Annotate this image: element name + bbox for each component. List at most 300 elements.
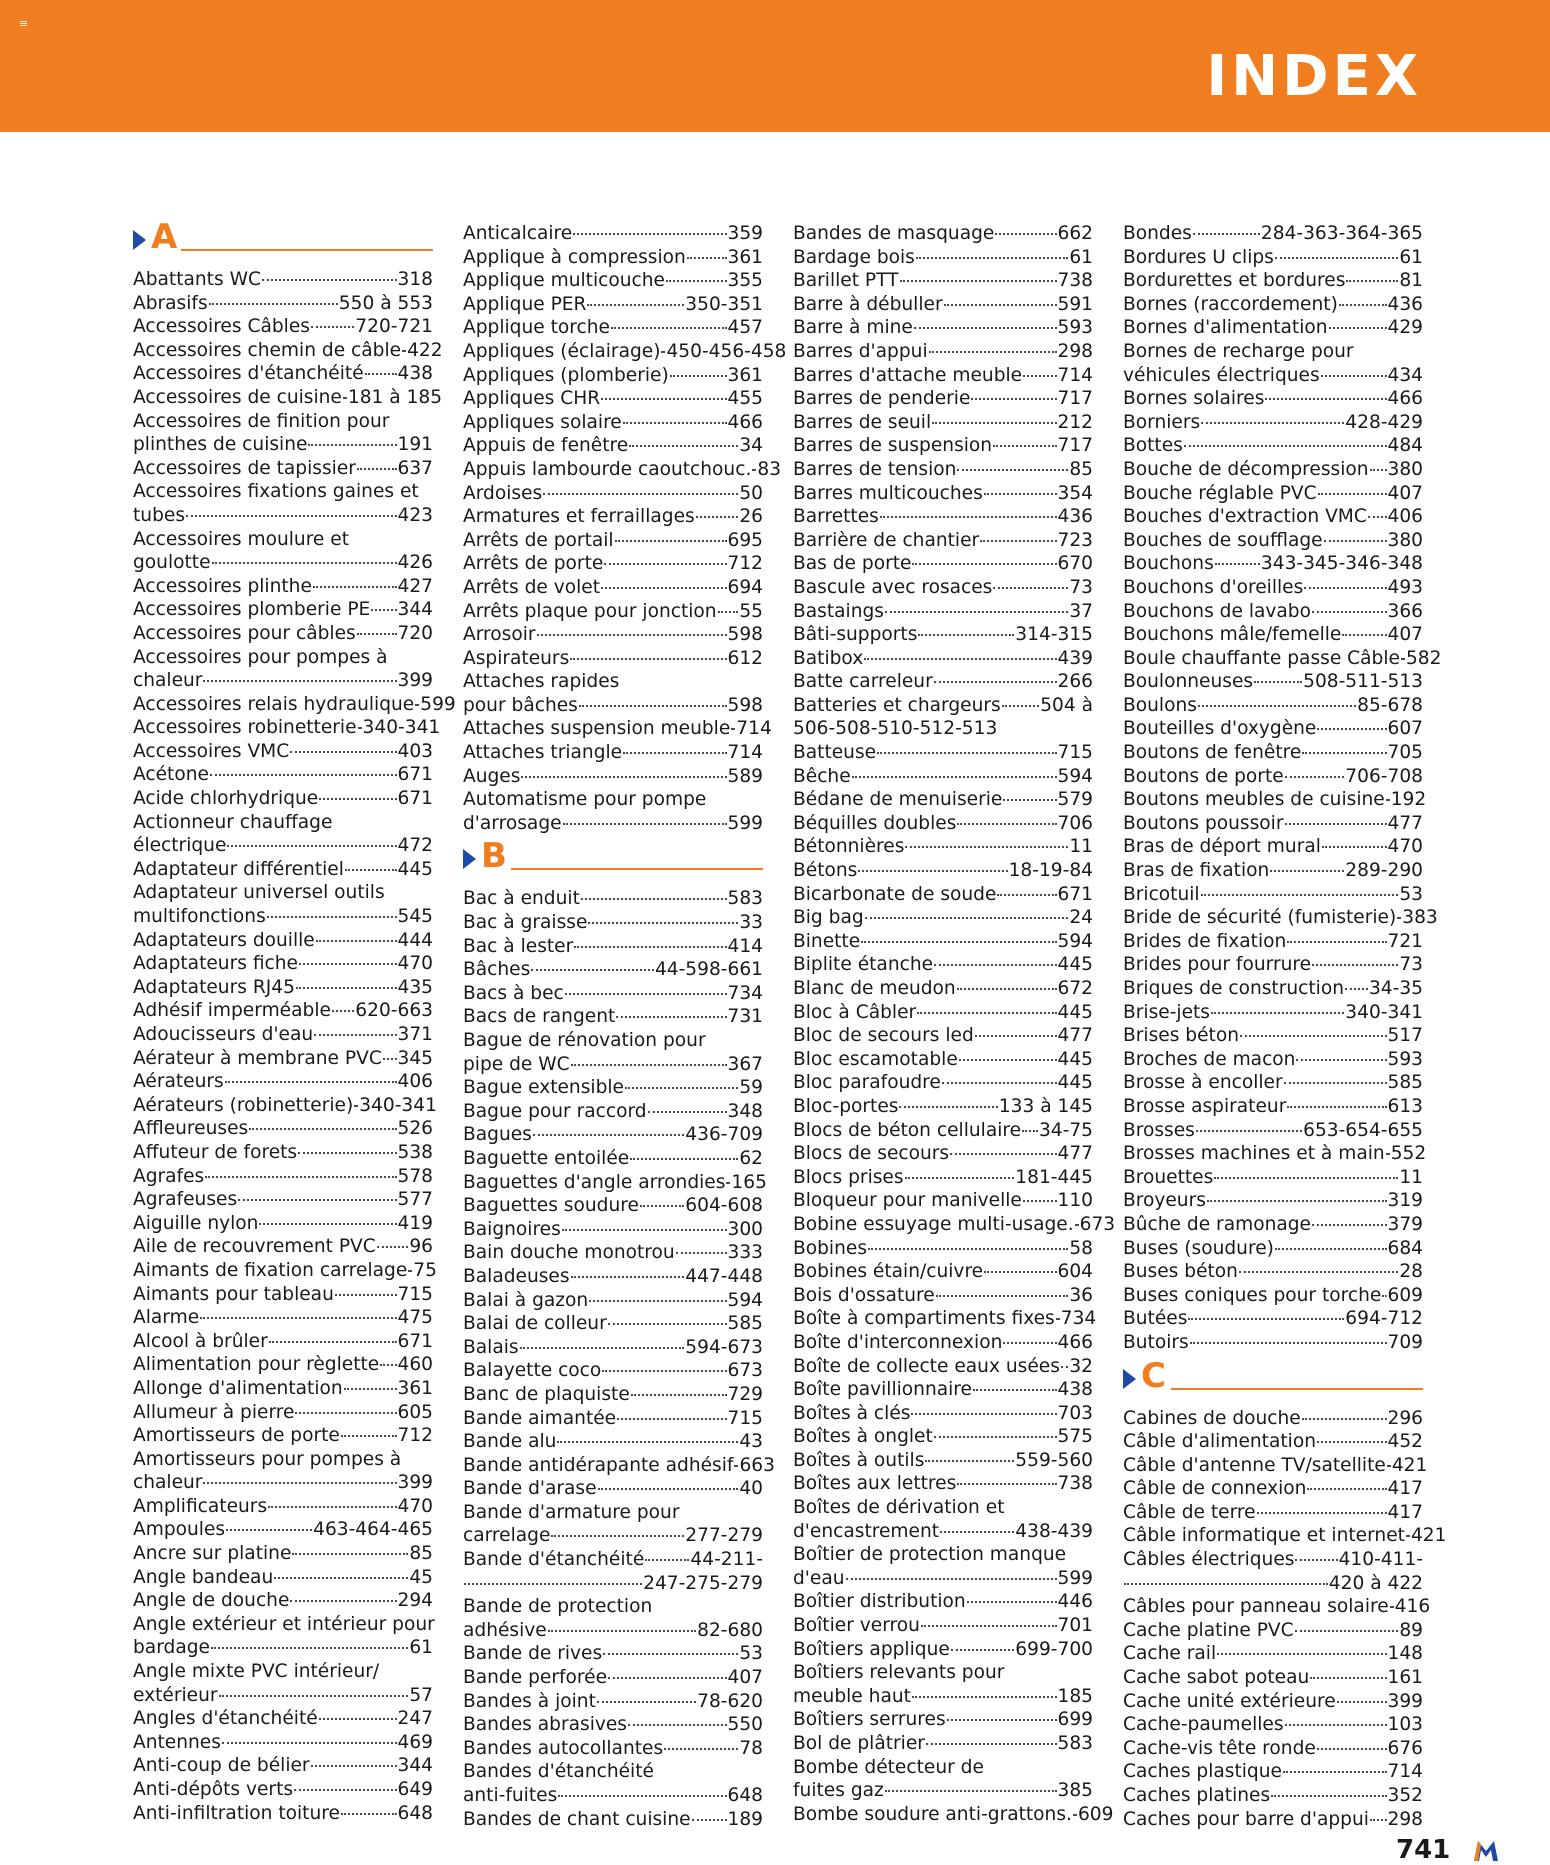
entry-term: Bandes de masquage <box>793 223 995 244</box>
dot-leader <box>209 303 338 305</box>
index-entry <box>133 1165 433 1189</box>
entry-page: 436 <box>1387 293 1423 315</box>
entry-term: Angle mixte PVC intérieur/ <box>133 1661 380 1683</box>
index-entry <box>463 222 763 246</box>
entry-term: Aérateurs (robinetterie) <box>133 1094 354 1116</box>
index-entry <box>133 1613 433 1637</box>
section-rule <box>1171 1388 1423 1390</box>
index-entry <box>133 1589 433 1613</box>
index-entry <box>1123 859 1423 883</box>
brand-logo-icon <box>1472 1839 1500 1863</box>
entry-page: 148 <box>1387 1643 1423 1665</box>
entry-term: Applique PER <box>463 293 587 315</box>
dot-leader <box>210 774 397 776</box>
dot-leader <box>573 233 726 235</box>
entry-page: 731 <box>727 1006 763 1028</box>
dot-leader <box>947 1719 1057 1721</box>
entry-term: Auges <box>463 765 521 787</box>
entry-term: Bornes d'alimentation <box>1123 317 1328 339</box>
dot-leader <box>752 469 756 471</box>
entry-term: Bouteilles d'oxygène <box>1123 718 1317 740</box>
index-entry <box>133 1188 433 1212</box>
dot-leader <box>852 776 1057 778</box>
entry-term: Balai à gazon <box>463 1289 589 1311</box>
index-entry <box>133 1684 433 1708</box>
entry-page: 477 <box>1057 1025 1093 1047</box>
dot-leader <box>687 257 727 259</box>
dot-leader <box>1285 776 1345 778</box>
index-entry <box>463 576 763 600</box>
dot-leader <box>936 1295 1069 1297</box>
entry-term: Briques de construction <box>1123 978 1344 999</box>
index-entry <box>793 364 1093 388</box>
dot-leader <box>341 1435 397 1437</box>
index-entry <box>1123 1454 1428 1478</box>
index-entry <box>1123 1619 1423 1643</box>
dot-leader <box>885 611 1068 613</box>
entry-term: Allonge d'alimentation <box>133 1377 343 1399</box>
index-entry <box>793 1331 1093 1355</box>
entry-term: Alcool à brûler <box>133 1330 268 1352</box>
entry-term: Bande d'armature pour <box>463 1501 680 1523</box>
index-entry <box>1123 1048 1423 1072</box>
dot-leader <box>932 422 1056 424</box>
entry-page: 577 <box>397 1189 433 1211</box>
index-entry <box>1123 1284 1423 1308</box>
entry-term: Bricotuil <box>1123 883 1200 905</box>
dot-leader <box>1275 257 1398 259</box>
entry-term: Bombe soudure anti-grattons. <box>793 1803 1072 1825</box>
index-entry <box>133 480 433 504</box>
dot-leader <box>726 1182 730 1184</box>
dot-leader <box>408 1270 412 1272</box>
entry-term: Bouchons mâle/femelle <box>1123 624 1342 646</box>
index-entry <box>793 1189 1093 1213</box>
entry-term: Bas de porte <box>793 553 912 575</box>
entry-term: Anti-infiltration toiture <box>133 1802 340 1824</box>
dot-leader <box>1124 1583 1328 1585</box>
index-entry <box>463 1619 763 1643</box>
dot-leader <box>957 823 1056 825</box>
dot-leader <box>598 1488 739 1490</box>
entry-page: 340-341 <box>362 717 441 739</box>
index-entry <box>133 598 433 622</box>
index-entry <box>1123 1477 1423 1501</box>
dot-leader <box>914 327 1057 329</box>
index-entry <box>133 386 443 410</box>
entry-term: Bâti-supports <box>793 624 918 646</box>
entry-page: 712 <box>727 553 763 575</box>
index-entry <box>133 1094 437 1118</box>
index-entry <box>463 935 763 959</box>
dot-leader <box>628 1724 727 1726</box>
index-entry <box>133 881 433 905</box>
entry-term: plinthes de cuisine <box>133 434 308 456</box>
dot-leader <box>1368 516 1387 518</box>
index-entry <box>1123 1760 1423 1784</box>
entry-page: 671 <box>397 764 433 786</box>
entry-page: 55 <box>739 600 763 622</box>
index-entry <box>793 1708 1093 1732</box>
entry-term: Biplite étanche <box>793 954 934 976</box>
dot-leader <box>574 946 726 948</box>
entry-page: 32 <box>1069 1355 1093 1377</box>
index-entry <box>793 1166 1093 1190</box>
entry-term: Bac à enduit <box>463 888 580 910</box>
dot-leader <box>885 1790 1057 1792</box>
index-entry <box>133 1660 433 1684</box>
entry-term: Bloc à Câbler <box>793 1001 917 1023</box>
entry-page: 380 <box>1387 529 1423 551</box>
entry-page: 61 <box>1399 246 1423 268</box>
index-entry <box>463 434 763 458</box>
dot-leader <box>1003 1342 1056 1344</box>
entry-page: 457 <box>727 317 763 339</box>
index-entry <box>793 1567 1093 1591</box>
dot-leader <box>219 1695 409 1697</box>
entry-term: Barres de tension <box>793 458 957 480</box>
entry-term: Aimants de fixation carrelage <box>133 1259 408 1281</box>
entry-term: Adaptateur différentiel <box>133 858 344 880</box>
index-entry <box>1123 293 1423 317</box>
dot-leader <box>1254 681 1302 683</box>
index-entry <box>133 999 433 1023</box>
index-column-2 <box>463 222 787 1831</box>
entry-term: Boîtier verrou <box>793 1615 920 1637</box>
index-entry <box>133 292 433 316</box>
entry-page: 649 <box>397 1779 433 1800</box>
entry-term: Bétons <box>793 860 858 882</box>
entry-term: Bloc de secours led <box>793 1025 974 1047</box>
dot-leader <box>864 658 1056 660</box>
index-entry <box>1123 977 1423 1001</box>
dot-leader <box>335 1294 397 1296</box>
index-entry <box>463 982 763 1006</box>
entry-page: 11 <box>1069 836 1093 858</box>
entry-page: 53 <box>739 1643 763 1665</box>
index-entry <box>1123 670 1423 694</box>
entry-term: Baguette entoilée <box>463 1147 630 1169</box>
entry-page: 33 <box>739 912 763 934</box>
dot-leader <box>343 397 347 399</box>
dot-leader <box>865 917 1069 919</box>
dot-leader <box>292 1553 408 1555</box>
index-entry <box>463 647 763 671</box>
entry-term: anti-fuites <box>463 1785 558 1806</box>
entry-page: 367 <box>727 1053 763 1075</box>
index-entry <box>463 1241 763 1265</box>
index-entry <box>1123 1737 1423 1761</box>
index-entry <box>793 1119 1093 1143</box>
index-entry <box>463 1171 767 1195</box>
entry-page: 416 <box>1394 1596 1431 1618</box>
dot-leader <box>259 1223 396 1225</box>
entry-term: Aile de recouvrement PVC <box>133 1236 376 1258</box>
dot-leader <box>676 1252 727 1254</box>
dot-leader <box>579 705 727 707</box>
entry-term: Amortisseurs de porte <box>133 1425 340 1447</box>
entry-term: Accessoires moulure et <box>133 528 350 550</box>
entry-term: Cache sabot poteau <box>1123 1667 1310 1689</box>
index-entry <box>1123 1095 1423 1119</box>
entry-page: 318 <box>397 269 433 290</box>
dot-leader <box>950 1153 1056 1155</box>
dot-leader <box>1285 1724 1387 1726</box>
entry-term: multifonctions <box>133 906 266 928</box>
dot-leader <box>226 1529 312 1531</box>
entry-page: 426 <box>397 552 433 574</box>
dot-leader <box>1304 587 1386 589</box>
entry-page: 348 <box>727 1100 763 1122</box>
entry-page: 34-35 <box>1368 978 1423 999</box>
entry-term: Cache-paumelles <box>1123 1714 1284 1736</box>
dot-leader <box>268 1506 396 1508</box>
index-entry <box>133 315 433 339</box>
entry-page: 472 <box>397 835 433 857</box>
entry-term: Adhésif imperméable <box>133 1000 331 1022</box>
index-entry <box>1123 1189 1423 1213</box>
dot-leader <box>1318 493 1387 495</box>
dot-leader <box>267 916 397 918</box>
dot-leader <box>377 1246 409 1248</box>
entry-term: Baladeuses <box>463 1265 570 1287</box>
entry-page: 594 <box>1057 765 1093 787</box>
dot-leader <box>543 493 738 495</box>
entry-term: Bande aimantée <box>463 1407 617 1429</box>
dot-leader <box>269 1341 397 1343</box>
dot-leader <box>911 1413 1056 1415</box>
entry-page: 734 <box>1060 1308 1097 1330</box>
entry-term: Bétonnières <box>793 836 905 858</box>
index-entry <box>1123 1501 1423 1525</box>
entry-page: 477 <box>1057 1143 1093 1165</box>
entry-term: Bain douche monotrou <box>463 1242 675 1264</box>
entry-term: Boîte de collecte eaux usées <box>793 1355 1060 1377</box>
entry-term: Accessoires plomberie PE <box>133 599 371 621</box>
entry-term: Bouchons <box>1123 553 1214 575</box>
index-entry <box>463 269 763 293</box>
entry-term: Anti-dépôts verts <box>133 1779 294 1800</box>
entry-term: Balayette coco <box>463 1360 602 1382</box>
entry-page: 43 <box>739 1431 763 1453</box>
entry-page: 604 <box>1057 1261 1093 1283</box>
index-entry <box>463 1760 763 1784</box>
entry-page: 192 <box>1390 789 1427 811</box>
entry-term: Affleureuses <box>133 1118 249 1140</box>
dot-leader <box>975 1035 1057 1037</box>
entry-term: Bac à graisse <box>463 912 588 934</box>
dot-leader <box>631 1394 727 1396</box>
index-entry <box>1123 1572 1423 1596</box>
index-entry <box>463 1289 763 1313</box>
entry-page: 470 <box>1387 836 1423 858</box>
index-entry <box>793 340 1093 364</box>
index-entry <box>793 1779 1093 1803</box>
index-entry <box>133 622 433 646</box>
index-entry <box>793 600 1093 624</box>
entry-term: Bouche de décompression <box>1123 458 1369 480</box>
entry-term: Câble de terre <box>1123 1501 1256 1523</box>
index-entry <box>463 1784 763 1808</box>
entry-page: 450-456-458 <box>666 340 787 362</box>
entry-page: 598 <box>727 694 763 716</box>
dot-leader <box>858 870 1007 872</box>
index-entry <box>463 1053 763 1077</box>
entry-term: Attaches triangle <box>463 742 623 764</box>
entry-page: 344 <box>397 599 433 621</box>
entry-term: Bêche <box>793 765 851 787</box>
index-entry <box>1123 1237 1423 1261</box>
entry-page: 672 <box>1057 978 1093 999</box>
entry-page: 50 <box>739 482 763 504</box>
entry-page: 37 <box>1069 600 1093 622</box>
entry-term: Boîtes à outils <box>793 1449 925 1471</box>
entry-term: Buses béton <box>1123 1261 1238 1283</box>
entry-term: Appliques CHR <box>463 388 601 410</box>
entry-page: 706-708 <box>1345 765 1423 787</box>
entry-term: Caches platines <box>1123 1785 1271 1806</box>
entry-term: Borniers <box>1123 411 1201 433</box>
entry-page: 57 <box>409 1684 433 1706</box>
entry-term: Boîtes à onglet <box>793 1426 933 1448</box>
dot-leader <box>1193 233 1260 235</box>
entry-page: 85 <box>1069 458 1093 480</box>
dot-leader <box>661 351 665 353</box>
dot-leader <box>380 1364 396 1366</box>
index-entry <box>463 458 782 482</box>
dot-leader <box>601 398 726 400</box>
entry-term: Boîte pavillionnaire <box>793 1379 972 1401</box>
dot-leader <box>383 1058 397 1060</box>
dot-leader <box>581 898 727 900</box>
dot-leader <box>354 1105 358 1107</box>
entry-term: Agrafes <box>133 1165 205 1187</box>
dot-leader <box>357 633 397 635</box>
dot-leader <box>1056 1318 1060 1320</box>
dot-leader <box>311 326 354 328</box>
entry-term: Bande de protection <box>463 1596 653 1618</box>
index-entry <box>1123 222 1423 246</box>
index-entry <box>1123 1119 1423 1143</box>
index-entry <box>133 1707 433 1731</box>
entry-page: 436 <box>1057 506 1093 528</box>
entry-term: Bombe détecteur de <box>793 1756 984 1778</box>
index-entry <box>133 1731 433 1755</box>
index-entry <box>463 694 763 718</box>
dot-leader <box>548 1630 696 1632</box>
entry-term: Bande alu <box>463 1431 557 1453</box>
entry-page: 417 <box>1387 1501 1423 1523</box>
entry-page: 82-680 <box>697 1619 763 1641</box>
index-entry <box>463 1501 763 1525</box>
dot-leader <box>203 680 396 682</box>
entry-page: 85 <box>409 1543 433 1565</box>
entry-page: 26 <box>739 506 763 528</box>
entry-page: 717 <box>1057 435 1093 457</box>
index-entry <box>793 1472 1093 1496</box>
index-entry <box>133 1518 433 1542</box>
entry-term: Accessoires pour pompes à <box>133 646 388 668</box>
entry-page: 350-351 <box>685 293 763 315</box>
index-entry <box>793 1685 1093 1709</box>
dot-leader <box>295 1412 396 1414</box>
dot-leader <box>617 1418 726 1420</box>
entry-page: 414 <box>727 935 763 957</box>
entry-page: 662 <box>1057 223 1093 244</box>
dot-leader <box>731 728 735 730</box>
triangle-bullet-icon <box>1123 1369 1136 1389</box>
dot-leader <box>1270 870 1344 872</box>
entry-term: Adaptateurs fiche <box>133 953 298 975</box>
index-entry <box>1123 835 1423 859</box>
entry-term: Bande perforée <box>463 1667 608 1689</box>
entry-page: 738 <box>1057 270 1093 292</box>
entry-term: Brides de fixation <box>1123 930 1287 952</box>
entry-term: Arrêts plaque pour jonction <box>463 600 717 622</box>
index-entry <box>1123 883 1423 907</box>
entry-page: 81 <box>1399 270 1423 292</box>
dot-leader <box>344 1388 397 1390</box>
section-letter: A <box>151 217 178 257</box>
index-entry <box>1123 1784 1423 1808</box>
entry-page: 354 <box>1057 482 1093 504</box>
entry-page: 714 <box>736 718 772 740</box>
index-entry <box>1123 1024 1423 1048</box>
entry-term: Baignoires <box>463 1218 561 1240</box>
dot-leader <box>211 1647 408 1649</box>
entry-page: 701 <box>1057 1615 1093 1637</box>
entry-page: 298 <box>1387 1808 1423 1830</box>
entry-page: 439 <box>1057 647 1093 669</box>
entry-page: 604-608 <box>685 1195 763 1217</box>
entry-term: Bande d'arase <box>463 1478 597 1500</box>
index-entry <box>1123 788 1427 812</box>
entry-term: Blocs prises <box>793 1166 904 1188</box>
entry-term: Amortisseurs pour pompes à <box>133 1448 402 1470</box>
entry-page: 420 à 422 <box>1328 1572 1423 1594</box>
entry-term: Boîte d'interconnexion <box>793 1331 1003 1353</box>
entry-page: 78 <box>739 1737 763 1759</box>
entry-page: 359 <box>727 223 763 244</box>
page-header <box>0 0 1550 132</box>
entry-page: 714 <box>1387 1761 1423 1783</box>
index-entry <box>793 741 1093 765</box>
entry-page: 428-429 <box>1345 411 1423 433</box>
entry-page: 383 <box>1402 907 1438 929</box>
index-entry <box>793 1048 1093 1072</box>
entry-term: Buses (soudure) <box>1123 1237 1274 1259</box>
entry-page: 438-439 <box>1015 1520 1093 1542</box>
dot-leader <box>1061 1366 1068 1368</box>
entry-term: Appliques (plomberie) <box>463 364 669 386</box>
triangle-bullet-icon <box>133 230 146 250</box>
entry-term: Bandes autocollantes <box>463 1737 664 1759</box>
entry-term: Accessoires relais hydraulique <box>133 693 415 715</box>
entry-page: 545 <box>397 906 433 928</box>
index-entry <box>133 716 441 740</box>
entry-page: 340-341 <box>1345 1001 1423 1023</box>
dot-leader <box>557 1441 738 1443</box>
index-entry <box>463 1076 763 1100</box>
index-entry <box>133 834 433 858</box>
entry-page: 406 <box>1387 506 1423 528</box>
index-entry <box>463 741 763 765</box>
entry-term: Applique multicouche <box>463 270 665 292</box>
dot-leader <box>551 1535 684 1537</box>
entry-page: 343-345-346-348 <box>1260 553 1423 575</box>
entry-page: 484 <box>1387 435 1423 457</box>
entry-term: Barres multicouches <box>793 482 983 504</box>
